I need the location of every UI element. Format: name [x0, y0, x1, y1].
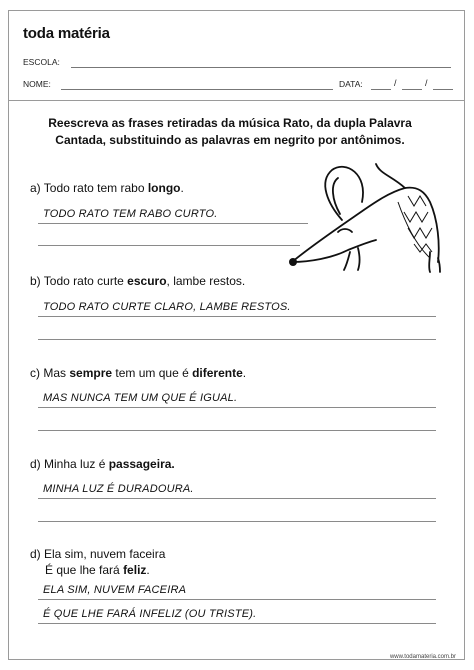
question-bold-word: diferente	[192, 366, 243, 380]
question-a	[30, 180, 184, 196]
answer-line[interactable]	[38, 623, 436, 624]
question-bold-word: escuro	[127, 274, 167, 288]
question-e	[30, 546, 165, 578]
data-month-field[interactable]	[402, 89, 422, 90]
date-slash: /	[425, 78, 428, 88]
question-text: É que lhe fará	[45, 563, 124, 577]
answer-line[interactable]	[38, 339, 436, 340]
question-text: .	[146, 563, 150, 577]
question-text: c) Mas	[30, 366, 70, 380]
question-text: , lambe restos.	[166, 274, 246, 288]
question-text: d) Ela sim, nuvem faceira	[30, 547, 166, 561]
answer-d: MINHA LUZ É DURADOURA.	[43, 483, 194, 495]
data-year-field[interactable]	[433, 89, 453, 90]
brand-logo: toda matéria	[23, 25, 110, 42]
question-bold-word: passageira.	[108, 457, 175, 471]
date-slash: /	[394, 78, 397, 88]
data-day-field[interactable]	[371, 89, 391, 90]
question-text-line2	[30, 562, 165, 578]
answer-line[interactable]	[38, 498, 436, 499]
instructions-line: Cantada, substituindo as palavras em negrito por antônimos.	[55, 133, 405, 147]
instructions-line: Reescreva as frases retiradas da música Rato, da dupla Palavra	[48, 116, 412, 130]
question-bold-word: sempre	[69, 366, 113, 380]
question-text: b) Todo rato curte	[30, 274, 128, 288]
answer-e2: É QUE LHE FARÁ INFELIZ (OU TRISTE).	[43, 608, 257, 620]
question-text: tem um que é	[112, 366, 193, 380]
mouse-drawing	[280, 162, 450, 277]
answer-e1: ELA SIM, NUVEM FACEIRA	[43, 584, 187, 596]
answer-c: MAS NUNCA TEM UM QUE É IGUAL.	[43, 392, 238, 404]
question-bold-word: feliz	[123, 563, 147, 577]
question-c	[30, 365, 246, 381]
footer-url[interactable]: www.todamateria.com.br	[389, 654, 456, 660]
answer-line[interactable]	[38, 599, 436, 600]
question-b	[30, 273, 245, 289]
question-bold-word: longo	[147, 181, 181, 195]
answer-line[interactable]	[38, 407, 436, 408]
answer-b: TODO RATO CURTE CLARO, LAMBE RESTOS.	[43, 301, 291, 313]
answer-line[interactable]	[38, 316, 436, 317]
escola-field[interactable]	[71, 67, 451, 68]
nome-field[interactable]	[61, 89, 333, 90]
header	[9, 11, 464, 101]
answer-line[interactable]	[38, 430, 436, 431]
question-text: .	[242, 366, 247, 380]
question-d	[30, 456, 175, 472]
instructions	[30, 115, 430, 149]
nome-label: NOME:	[23, 79, 51, 89]
escola-label: ESCOLA:	[23, 57, 60, 67]
answer-line[interactable]	[38, 521, 436, 522]
answer-line[interactable]	[38, 245, 300, 246]
answer-a: TODO RATO TEM RABO CURTO.	[43, 208, 218, 220]
question-text: .	[180, 181, 184, 195]
data-label: DATA:	[339, 79, 363, 89]
answer-line[interactable]	[38, 223, 308, 224]
question-text: d) Minha luz é	[30, 457, 109, 471]
question-text: a) Todo rato tem rabo	[30, 181, 148, 195]
